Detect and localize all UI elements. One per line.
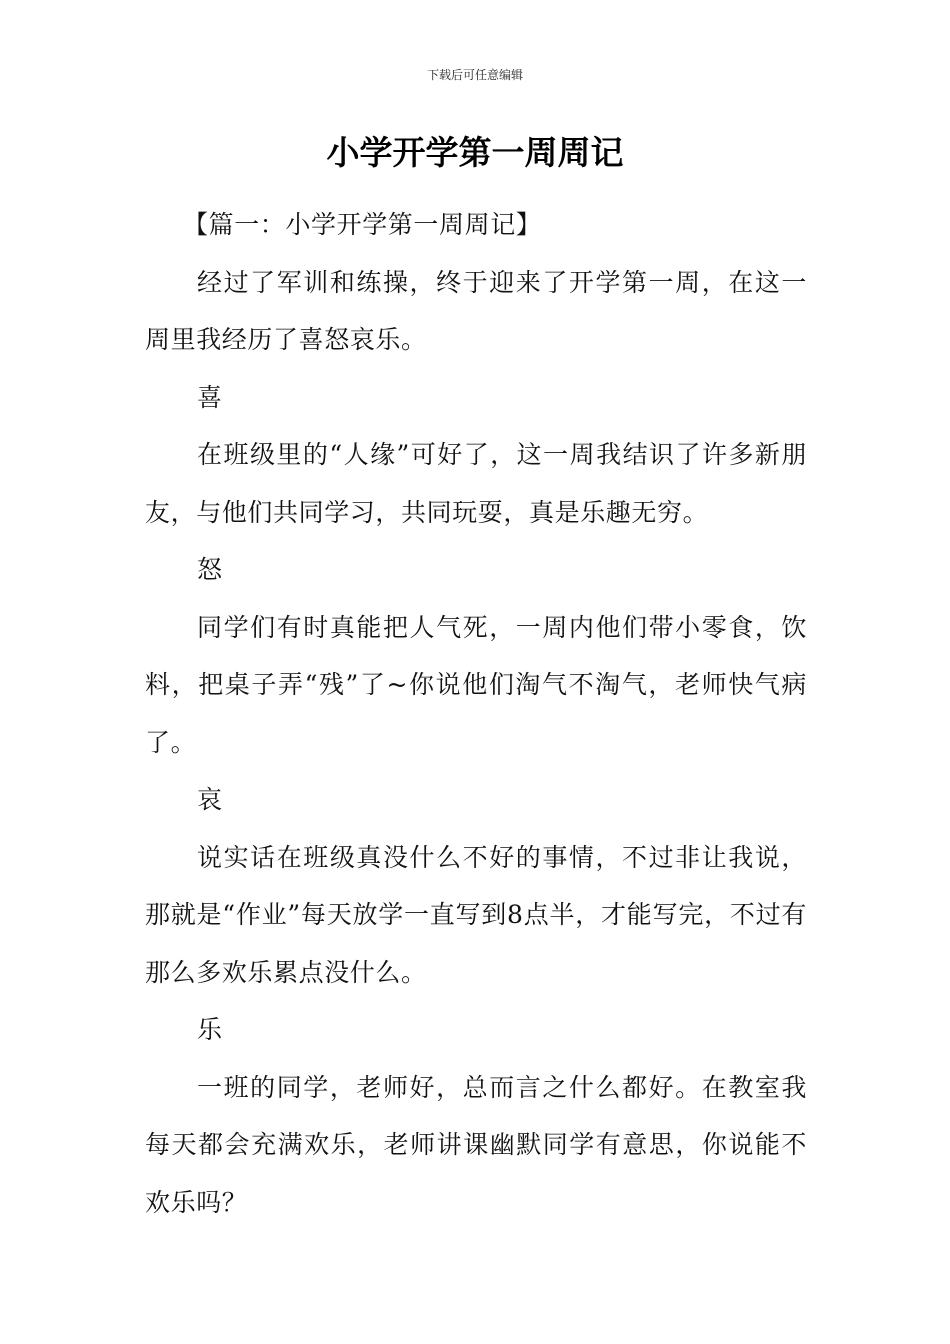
- section-label: 【篇一：小学开学第一周周记】: [183, 210, 542, 239]
- header-note: 下载后可任意编辑: [426, 68, 523, 82]
- paragraph-anger: 同学们有时真能把人气死，一周内他们带小零食，饮料，把桌子弄“残”了~你说他们淘气不淘气，老师快气病了。: [145, 612, 807, 757]
- paragraph-joy: 在班级里的“人缘”可好了，这一周我结识了许多新朋友，与他们共同学习，共同玩耍，真是乐趣无穷。: [145, 440, 807, 527]
- paragraph-sorrow: 说实话在班级真没什么不好的事情，不过非让我说，那就是“作业”每天放学一直写到8点半，才能写完，不过有那么多欢乐累点没什么。: [145, 842, 807, 987]
- document-body: [145, 196, 807, 1231]
- heading-sorrow: 哀: [197, 785, 223, 814]
- heading-joy: 喜: [197, 382, 223, 412]
- paragraph-happiness: 一班的同学，老师好，总而言之什么都好。在教室我每天都会充满欢乐，老师讲课幽默同学有意思，你说能不欢乐吗？: [145, 1072, 807, 1217]
- document-title: 小学开学第一周周记: [326, 133, 624, 172]
- paragraph-intro: 经过了军训和练操，终于迎来了开学第一周，在这一周里我经历了喜怒哀乐。: [145, 267, 807, 354]
- heading-anger: 怒: [197, 555, 223, 584]
- heading-happiness: 乐: [197, 1015, 223, 1044]
